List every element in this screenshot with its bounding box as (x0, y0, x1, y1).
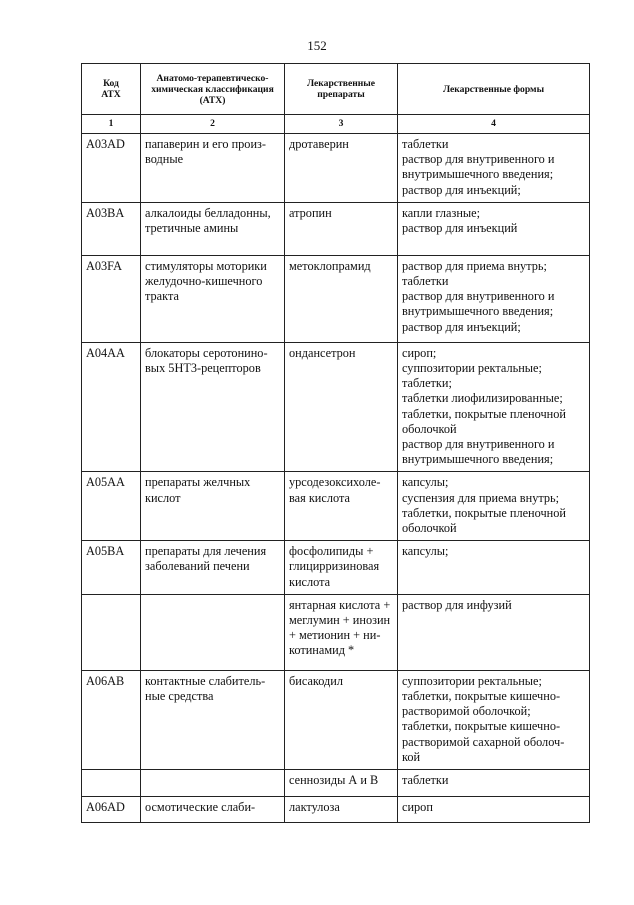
atx-code: A06AB (82, 670, 141, 769)
dosage-forms-line: оболочкой (402, 521, 457, 536)
header-classification (141, 64, 285, 115)
atx-classification-line: стимуляторы моторики (145, 258, 267, 273)
drug-name-line: ондансетрон (289, 345, 356, 360)
dosage-forms-line: капсулы; (402, 475, 449, 490)
dosage-forms-line: раствор для инфузий (402, 597, 512, 612)
dosage-forms-line: внутримышечного введения; (402, 304, 554, 319)
dosage-forms-line: раствор для инъекций; (402, 182, 521, 197)
header-drugs-line: Лекарственные (306, 78, 376, 89)
dosage-forms-line: таблетки (402, 137, 449, 151)
table-row (82, 541, 590, 595)
dosage-forms (398, 594, 590, 670)
atx-code: A03FA (82, 255, 141, 342)
dosage-forms-line: таблетки лиофилизированные; (402, 391, 563, 406)
header-classification-line: химическая классификация (151, 83, 274, 95)
atx-code: A05BA (82, 541, 141, 595)
dosage-forms (398, 472, 590, 541)
dosage-forms (398, 770, 590, 797)
dosage-forms-line: таблетки, покрытые кишечно- (402, 689, 561, 704)
drug-name (285, 770, 398, 797)
table-row (82, 770, 590, 797)
drug-name-line: + метионин + ни- (289, 628, 381, 643)
dosage-forms-line: таблетки; (402, 376, 452, 391)
dosage-forms-line: таблетки, покрытые пленочной (402, 406, 566, 421)
header-drugs (285, 64, 398, 115)
atx-classification-line: ные средства (145, 689, 214, 704)
atx-classification-line: алкалоиды белладонны, (145, 205, 271, 220)
atx-table (81, 63, 590, 823)
atx-classification (141, 255, 285, 342)
table-row (82, 202, 590, 255)
table-row (82, 255, 590, 342)
table-row (82, 594, 590, 670)
atx-classification (141, 770, 285, 797)
drug-name-line: лактулоза (289, 800, 340, 815)
atx-classification (141, 342, 285, 472)
atx-classification-line: заболеваний печени (145, 559, 250, 574)
header-classification-line: Анатомо-терапевтическо- (156, 72, 269, 84)
dosage-forms-line: раствор для внутривенного и (402, 152, 555, 167)
dosage-forms (398, 202, 590, 255)
dosage-forms-line: таблетки, покрытые кишечно- (402, 719, 561, 734)
drug-name (285, 541, 398, 595)
drug-name-line: фосфолипиды + (289, 544, 374, 559)
drug-name-line: урсодезоксихоле- (289, 475, 381, 490)
drug-name-line: глицирризиновая (289, 559, 380, 574)
dosage-forms (398, 541, 590, 595)
page-number: 152 (307, 38, 327, 53)
header-drugs-line: препараты (317, 89, 365, 100)
drug-name (285, 797, 398, 823)
atx-classification-line: третичные амины (145, 221, 239, 236)
drug-name-line: янтарная кислота + (289, 597, 391, 612)
atx-classification-line: тракта (145, 289, 179, 304)
drug-name (285, 594, 398, 670)
dosage-forms-line: капли глазные; (402, 205, 481, 220)
atx-classification (141, 594, 285, 670)
drug-name-line: сеннозиды А и В (289, 773, 379, 788)
column-number: 1 (82, 115, 141, 134)
atx-classification-line: желудочно-кишечного (145, 274, 263, 289)
column-number: 4 (398, 115, 590, 134)
atx-classification (141, 472, 285, 541)
drug-name-line: котинамид * (289, 643, 355, 658)
dosage-forms-line: внутримышечного введения; (402, 167, 554, 182)
header-code-line: АТХ (101, 89, 121, 100)
dosage-forms-line: капсулы; (402, 544, 449, 559)
atx-code: A06AD (82, 797, 141, 823)
dosage-forms-line: сироп (402, 800, 433, 815)
dosage-forms-line: растворимой оболочкой; (402, 704, 531, 719)
column-number-row (82, 115, 590, 134)
atx-code (82, 594, 141, 670)
header-forms-line: Лекарственные формы (442, 83, 545, 95)
dosage-forms-line: раствор для внутривенного и (402, 437, 555, 452)
drug-name-line: бисакодил (289, 673, 344, 688)
dosage-forms (398, 134, 590, 203)
atx-classification-line: кислот (145, 490, 181, 505)
atx-code: A03BA (82, 202, 141, 255)
drug-name-line: вая кислота (289, 490, 350, 505)
header-classification-line: (АТХ) (199, 94, 226, 106)
atx-classification-line: осмотические слаби- (145, 800, 256, 815)
dosage-forms-line: раствор для приема внутрь; (402, 258, 547, 273)
atx-classification-line: препараты для лечения (145, 544, 267, 559)
table-row (82, 342, 590, 472)
drug-name-line: атропин (289, 205, 332, 220)
dosage-forms-line: суспензия для приема внутрь; (402, 490, 560, 505)
dosage-forms (398, 342, 590, 472)
table-row (82, 472, 590, 541)
dosage-forms-line: раствор для инъекций (402, 221, 518, 236)
drug-name (285, 134, 398, 203)
atx-classification-line: папаверин и его произ- (145, 137, 266, 151)
drug-name-line: метоклопрамид (289, 258, 371, 273)
atx-classification (141, 134, 285, 203)
drug-name-line: кислота (289, 574, 331, 589)
atx-classification (141, 541, 285, 595)
drug-name (285, 202, 398, 255)
dosage-forms-line: раствор для инъекций; (402, 319, 521, 334)
atx-classification-line: блокаторы серотонино- (145, 345, 268, 360)
drug-name (285, 670, 398, 769)
table-row (82, 797, 590, 823)
dosage-forms-line: таблетки, покрытые пленочной (402, 505, 566, 520)
atx-code: A04AA (82, 342, 141, 472)
dosage-forms-line: оболочкой (402, 421, 457, 436)
atx-classification-line: вых 5HT3-рецепторов (145, 361, 261, 376)
atx-code (82, 770, 141, 797)
column-number: 2 (141, 115, 285, 134)
dosage-forms-line: внутримышечного введения; (402, 452, 554, 467)
dosage-forms (398, 670, 590, 769)
drug-name-line: дротаверин (289, 137, 349, 151)
atx-classification-line: препараты желчных (145, 475, 251, 490)
column-number: 3 (285, 115, 398, 134)
table-row (82, 134, 590, 203)
table-row (82, 670, 590, 769)
atx-classification (141, 202, 285, 255)
dosage-forms-line: суппозитории ректальные; (402, 673, 542, 688)
drug-name-line: меглумин + инозин (289, 613, 391, 628)
atx-classification-line: контактные слабитель- (145, 673, 266, 688)
dosage-forms-line: растворимой сахарной оболоч- (402, 734, 565, 749)
dosage-forms-line: сироп; (402, 345, 437, 360)
header-code (82, 64, 141, 115)
drug-name (285, 472, 398, 541)
dosage-forms-line: кой (402, 749, 421, 764)
atx-code: A03AD (82, 134, 141, 203)
drug-name (285, 255, 398, 342)
header-code-line: Код (103, 78, 119, 89)
header-row (82, 64, 590, 115)
dosage-forms-line: таблетки (402, 274, 449, 289)
atx-classification (141, 670, 285, 769)
dosage-forms-line: таблетки (402, 773, 449, 788)
atx-code: A05AA (82, 472, 141, 541)
atx-classification (141, 797, 285, 823)
dosage-forms-line: суппозитории ректальные; (402, 361, 542, 376)
header-forms (398, 64, 590, 115)
dosage-forms (398, 797, 590, 823)
drug-name (285, 342, 398, 472)
atx-classification-line: водные (145, 152, 184, 167)
dosage-forms (398, 255, 590, 342)
dosage-forms-line: раствор для внутривенного и (402, 289, 555, 304)
